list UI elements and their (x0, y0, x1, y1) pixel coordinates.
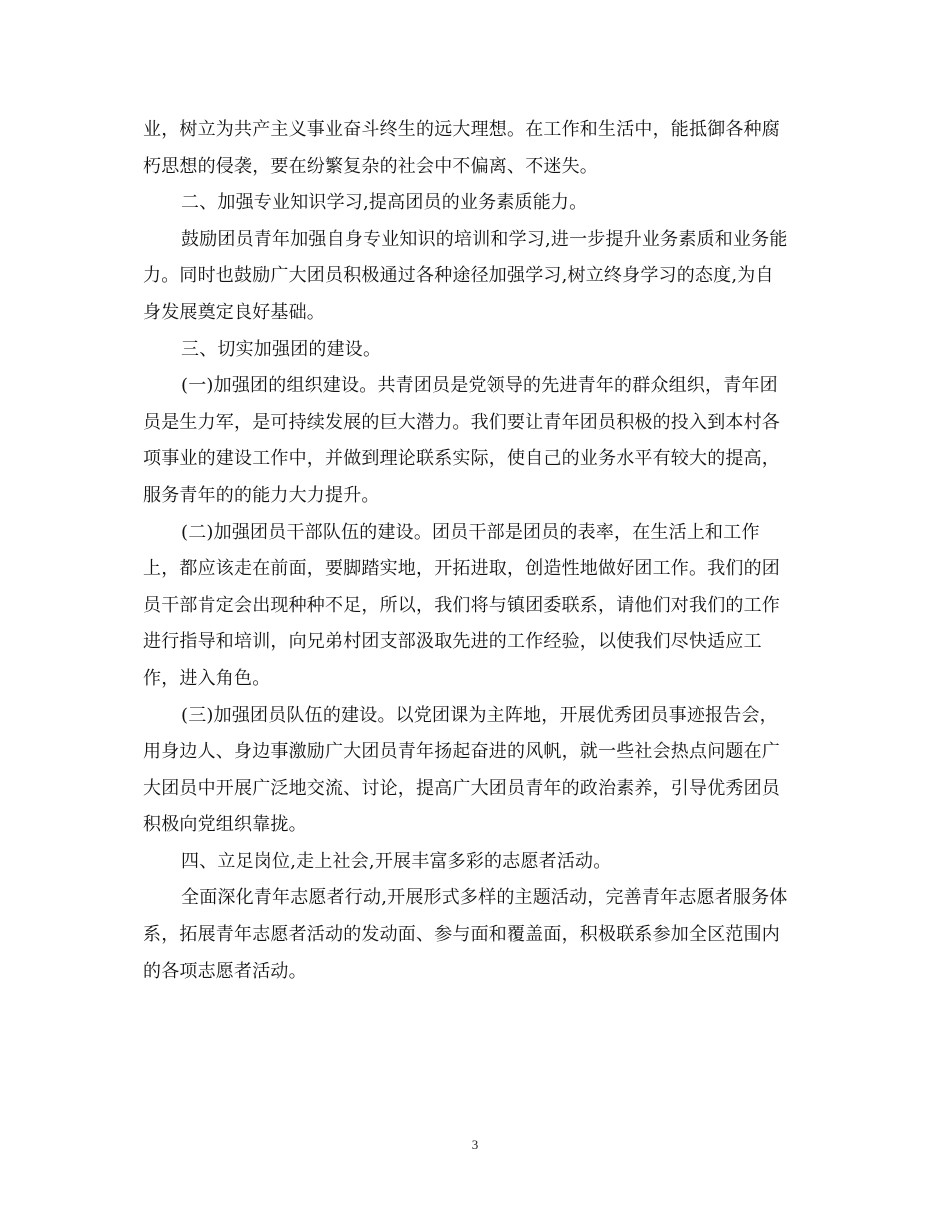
paragraph-line: (一)加强团的组织建设。共青团员是党领导的先进青年的群众组织，青年团 (181, 375, 778, 397)
paragraph-line: 力。同时也鼓励广大团员积极通过各种途径加强学习,树立终身学习的态度,为自 (143, 265, 774, 287)
paragraph-line: 服务青年的的能力大力提升。 (143, 484, 380, 506)
document-body (143, 112, 809, 990)
paragraph-line: 鼓励团员青年加强自身专业知识的培训和学习,进一步提升业务素质和业务能 (181, 228, 788, 250)
paragraph-line: (三)加强团员队伍的建设。以党团课为主阵地，开展优秀团员事迹报告会， (181, 704, 778, 726)
paragraph-line: 大团员中开展广泛地交流、讨论，提高广大团员青年的政治素养，引导优秀团员 (143, 777, 780, 799)
paragraph-line: 身发展奠定良好基础。 (143, 301, 325, 323)
paragraph-line: 员干部肯定会出现种种不足，所以，我们将与镇团委联系，请他们对我们的工作 (143, 594, 780, 616)
paragraph-line: (二)加强团员干部队伍的建设。团员干部是团员的表率，在生活上和工作 (181, 521, 760, 543)
paragraph-line: 全面深化青年志愿者行动,开展形式多样的主题活动，完善青年志愿者服务体 (181, 887, 788, 909)
paragraph-line: 的各项志愿者活动。 (143, 960, 307, 982)
paragraph-line: 系，拓展青年志愿者活动的发动面、参与面和覆盖面，积极联系参加全区范围内 (143, 924, 780, 946)
paragraph-line: 上，都应该走在前面，要脚踏实地，开拓进取，创造性地做好团工作。我们的团 (143, 558, 780, 580)
paragraph-line: 项事业的建设工作中，并做到理论联系实际，使自己的业务水平有较大的提高， (143, 448, 780, 470)
section-heading-4: 四、立足岗位,走上社会,开展丰富多彩的志愿者活动。 (181, 850, 612, 872)
paragraph-line: 进行指导和培训，向兄弟村团支部汲取先进的工作经验，以使我们尽快适应工 (143, 631, 762, 653)
paragraph-line: 朽思想的侵袭，要在纷繁复杂的社会中不偏离、不迷失。 (143, 155, 598, 177)
paragraph-line: 员是生力军，是可持续发展的巨大潜力。我们要让青年团员积极的投入到本村各 (143, 411, 780, 433)
section-heading-2: 二、加强专业知识学习,提高团员的业务素质能力。 (181, 192, 588, 214)
paragraph-line: 用身边人、身边事激励广大团员青年扬起奋进的风帆，就一些社会热点问题在广 (143, 741, 780, 763)
section-heading-3: 三、切实加强团的建设。 (181, 338, 382, 360)
paragraph-line: 业，树立为共产主义事业奋斗终生的远大理想。在工作和生活中，能抵御各种腐 (143, 119, 780, 140)
page-number: 3 (471, 1137, 479, 1152)
paragraph-line: 作，进入角色。 (143, 667, 271, 689)
paragraph-line: 积极向党组织靠拢。 (143, 814, 307, 836)
